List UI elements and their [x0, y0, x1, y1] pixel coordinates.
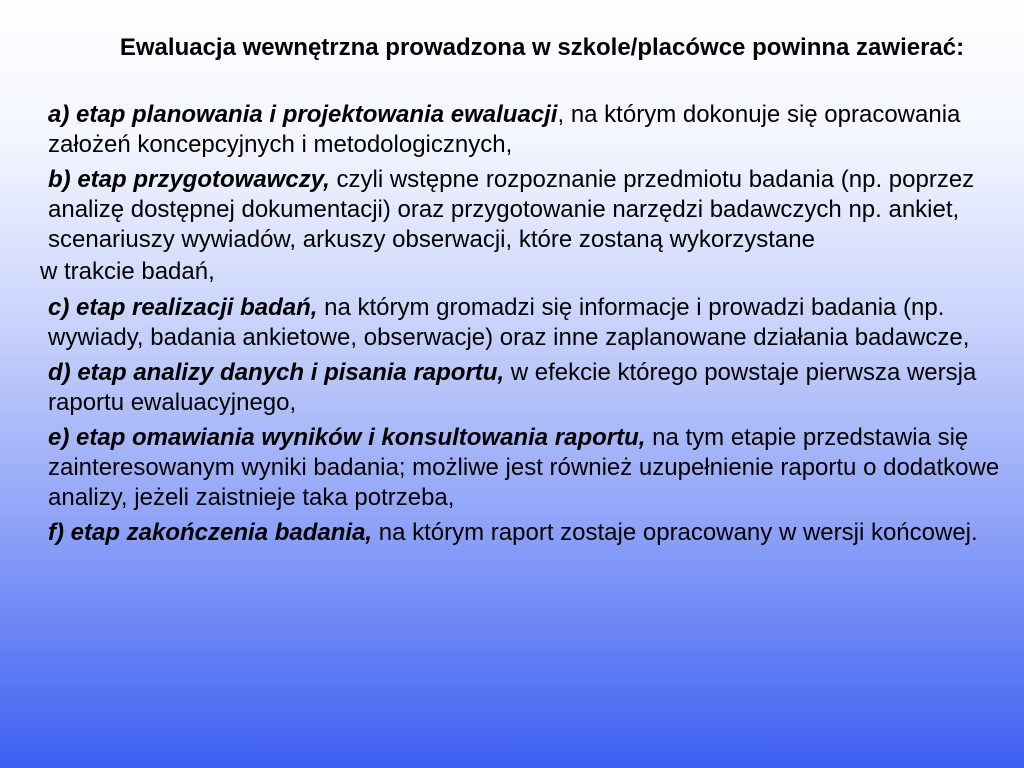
stage-f-heading: f) etap zakończenia badania,	[48, 519, 373, 546]
stage-item-f	[48, 518, 1018, 548]
stage-item-a	[48, 100, 1018, 160]
stage-list	[40, 100, 1018, 553]
stage-c-description: na którym gromadzi się informacje i prowadzi badania (np. wywiady, badania ankietowe, obserwacje) oraz inne zaplanowane działania badawcze,	[48, 294, 970, 351]
stage-e-heading: e) etap omawiania wyników i konsultowania raportu,	[48, 424, 646, 451]
stage-b-heading: b) etap przygotowawczy,	[48, 166, 330, 193]
stage-f-description: na którym raport zostaje opracowany w wersji końcowej.	[372, 519, 978, 546]
stage-a-heading: a) etap planowania i projektowania ewaluacji	[48, 101, 558, 128]
stage-d-heading: d) etap analizy danych i pisania raportu,	[48, 359, 505, 386]
stage-item-b	[48, 165, 1018, 255]
stage-c-heading: c) etap realizacji badań,	[48, 294, 318, 321]
stage-e-description: na tym etapie przedstawia się zainteresowanym wyniki badania; możliwe jest również uzupełnienie raportu o dodatkowe analizy, jeżeli zaistnieje taka potrzeba,	[48, 424, 1000, 511]
slide-title: Ewaluacja wewnętrzna prowadzona w szkole/placówce powinna zawierać:	[119, 34, 965, 61]
stage-item-d	[48, 358, 1018, 418]
stage-item-c	[48, 293, 1018, 353]
stage-d-description: w efekcie którego powstaje pierwsza wersja raportu ewaluacyjnego,	[48, 359, 977, 416]
stage-item-e	[48, 423, 1018, 513]
stage-b-description: czyli wstępne rozpoznanie przedmiotu badania (np. poprzez analizę dostępnej dokumentacji) oraz przygotowanie narzędzi badawczych np. ankiet, scenariuszy wywiadów, arkuszy obserwacji, które zostaną wykorzystane	[48, 166, 975, 253]
stage-b-continuation: w trakcie badań,	[40, 258, 215, 285]
stage-a-description: , na którym dokonuje się opracowania założeń koncepcyjnych i metodologicznych,	[48, 101, 961, 158]
